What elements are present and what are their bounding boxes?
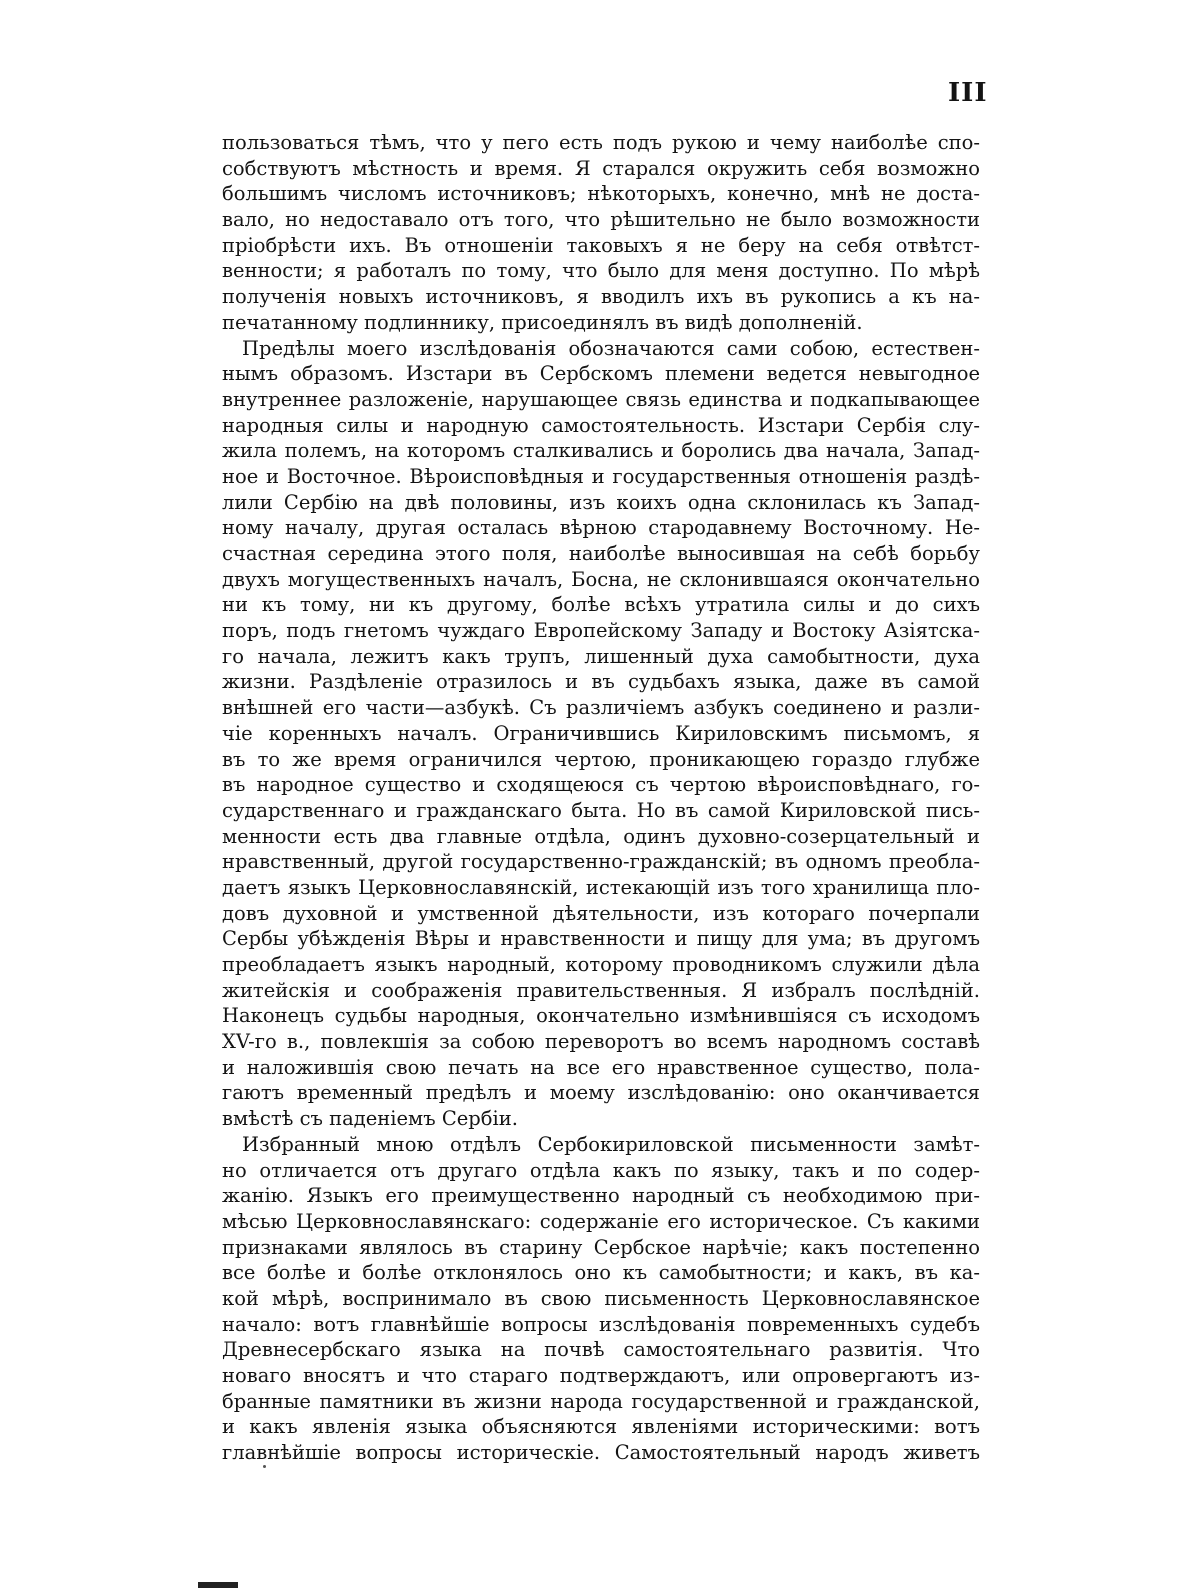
text-line: кой мѣрѣ, воспринимало въ свою письменность Церковнославянское — [222, 1286, 980, 1310]
text-line: собствуютъ мѣстность и время. Я старался окружить себя возможно — [222, 156, 980, 180]
text-line: большимъ числомъ источниковъ; нѣкоторыхъ, конечно, мнѣ не доста- — [222, 182, 980, 206]
text-line: XV-го в., повлекшія за собою переворотъ во всемъ народномъ составѣ — [222, 1030, 980, 1054]
text-line: счастная середина этого поля, наиболѣе выносившая на себѣ борьбу — [222, 542, 980, 565]
print-speck — [263, 1465, 266, 1468]
page-number: III — [948, 78, 988, 108]
text-line: и наложившія свою печать на все его нравственное существо, пола- — [222, 1055, 980, 1079]
text-line: преобладаетъ языкъ народный, которому проводникомъ служили дѣла — [222, 953, 980, 976]
text-line: ное и Восточное. Вѣроисповѣдныя и государственныя отношенія раздѣ- — [222, 464, 980, 488]
text-line: пользоваться тѣмъ, что у пего есть подъ рукою и чему наиболѣе спо- — [222, 131, 980, 154]
text-line: въ то же время ограничился чертою, проникающею гораздо глубже — [222, 747, 980, 771]
text-line: вмѣстѣ съ паденіемъ Сербіи. — [222, 1107, 518, 1131]
text-line: жанію. Языкъ его преимущественно народный съ необходимою при- — [222, 1184, 980, 1208]
text-line: новаго вносятъ и что стараго подтверждаютъ, или опровергаютъ из- — [222, 1364, 980, 1387]
text-line: лили Сербію на двѣ половины, изъ коихъ одна склонилась къ Запад- — [222, 490, 980, 514]
text-line: менности есть два главные отдѣла, одинъ духовно-созерцательный и — [222, 824, 980, 848]
text-line: признаками являлось въ старину Сербское нарѣчіе; какъ постепенно — [222, 1235, 980, 1259]
page-edge-mark — [198, 1582, 238, 1588]
text-line: нравственный, другой государственно-гражданскій; въ одномъ преобла- — [222, 850, 980, 874]
text-line: народныя силы и народную самостоятельность. Изстари Сербія слу- — [222, 413, 980, 437]
text-line: Наконецъ судьбы народныя, окончательно измѣнившіяся съ исходомъ — [222, 1004, 980, 1028]
text-line: нымъ образомъ. Изстари въ Сербскомъ племени ведется невыгодное — [222, 362, 980, 386]
text-line: ному началу, другая осталась вѣрною стародавнему Восточному. Не- — [222, 516, 980, 540]
text-line: внѣшней его части—азбукѣ. Съ различіемъ азбукъ соединено и разли- — [222, 696, 980, 720]
text-line: чіе коренныхъ началъ. Ограничившись Кириловскимъ письмомъ, я — [222, 721, 980, 745]
text-line: житейскія и соображенія правительственныя. Я избралъ послѣдній. — [222, 978, 980, 1002]
text-line: жизни. Раздѣленіе отразилось и въ судьбахъ языка, даже въ самой — [222, 670, 980, 694]
text-line: жила полемъ, на которомъ сталкивались и боролись два начала, Запад- — [222, 439, 980, 463]
body-text — [222, 130, 980, 1466]
text-line: венности; я работалъ по тому, что было для меня доступно. По мѣрѣ — [222, 259, 980, 283]
text-line: пріобрѣсти ихъ. Въ отношеніи таковыхъ я не беру на себя отвѣтст- — [222, 233, 980, 257]
text-line: двухъ могущественныхъ началъ, Босна, не склонившаяся окончательно — [222, 567, 980, 591]
text-line: даетъ языкъ Церковнославянскій, истекающій изъ того хранилища пло- — [222, 875, 980, 899]
text-line: гаютъ временный предѣлъ и моему изслѣдованію: оно оканчивается — [222, 1081, 980, 1105]
text-line: начало: вотъ главнѣйшіе вопросы изслѣдованія повременныхъ судебъ — [222, 1312, 980, 1336]
text-line: Древнесербскаго языка на почвѣ самостоятельнаго развитія. Что — [222, 1338, 980, 1362]
text-line: но отличается отъ другаго отдѣла какъ по языку, такъ и по содер- — [222, 1158, 980, 1182]
text-line: вало, но недоставало отъ того, что рѣшительно не было возможности — [222, 208, 980, 232]
text-line: внутреннее разложеніе, нарушающее связь единства и подкапывающее — [222, 387, 980, 411]
text-line: сударственнаго и гражданскаго быта. Но въ самой Кириловской пись- — [222, 798, 980, 822]
text-line: бранные памятники въ жизни народа государственной и гражданской, — [222, 1389, 980, 1413]
text-line: мѣсью Церковнославянскаго: содержаніе его историческое. Съ какими — [222, 1209, 980, 1233]
paragraph-start-line: Предѣлы моего изслѣдованія обозначаются сами собою, естествен- — [242, 336, 980, 360]
text-line: го начала, лежитъ какъ трупъ, лишенный духа самобытности, духа — [222, 644, 980, 668]
text-line: ни къ тому, ни къ другому, болѣе всѣхъ утратила силы и до сихъ — [222, 593, 980, 617]
paragraph-start-line: Избранный мною отдѣлъ Сербокириловской письменности замѣт- — [242, 1132, 980, 1156]
text-line: Сербы убѣжденія Вѣры и нравственности и пищу для ума; въ другомъ — [222, 927, 980, 951]
text-line: главнѣйшіе вопросы историческіе. Самостоятельный народъ живетъ — [222, 1441, 980, 1465]
text-line: въ народное существо и сходящеюся съ чертою вѣроисповѣднаго, го- — [222, 773, 980, 797]
text-line: все болѣе и болѣе отклонялось оно къ самобытности; и какъ, въ ка- — [222, 1261, 980, 1285]
text-line: довъ духовной и умственной дѣятельности, изъ котораго почерпали — [222, 901, 980, 925]
text-line: и какъ явленія языка объясняются явленіями историческими: вотъ — [222, 1415, 980, 1439]
text-line: поръ, подъ гнетомъ чуждаго Европейскому Западу и Востоку Азіятска- — [222, 619, 980, 643]
text-line: печатанному подлиннику, присоединялъ въ видѣ дополненій. — [222, 310, 863, 334]
text-line: полученія новыхъ источниковъ, я вводилъ ихъ въ рукопись а къ на- — [222, 285, 980, 309]
